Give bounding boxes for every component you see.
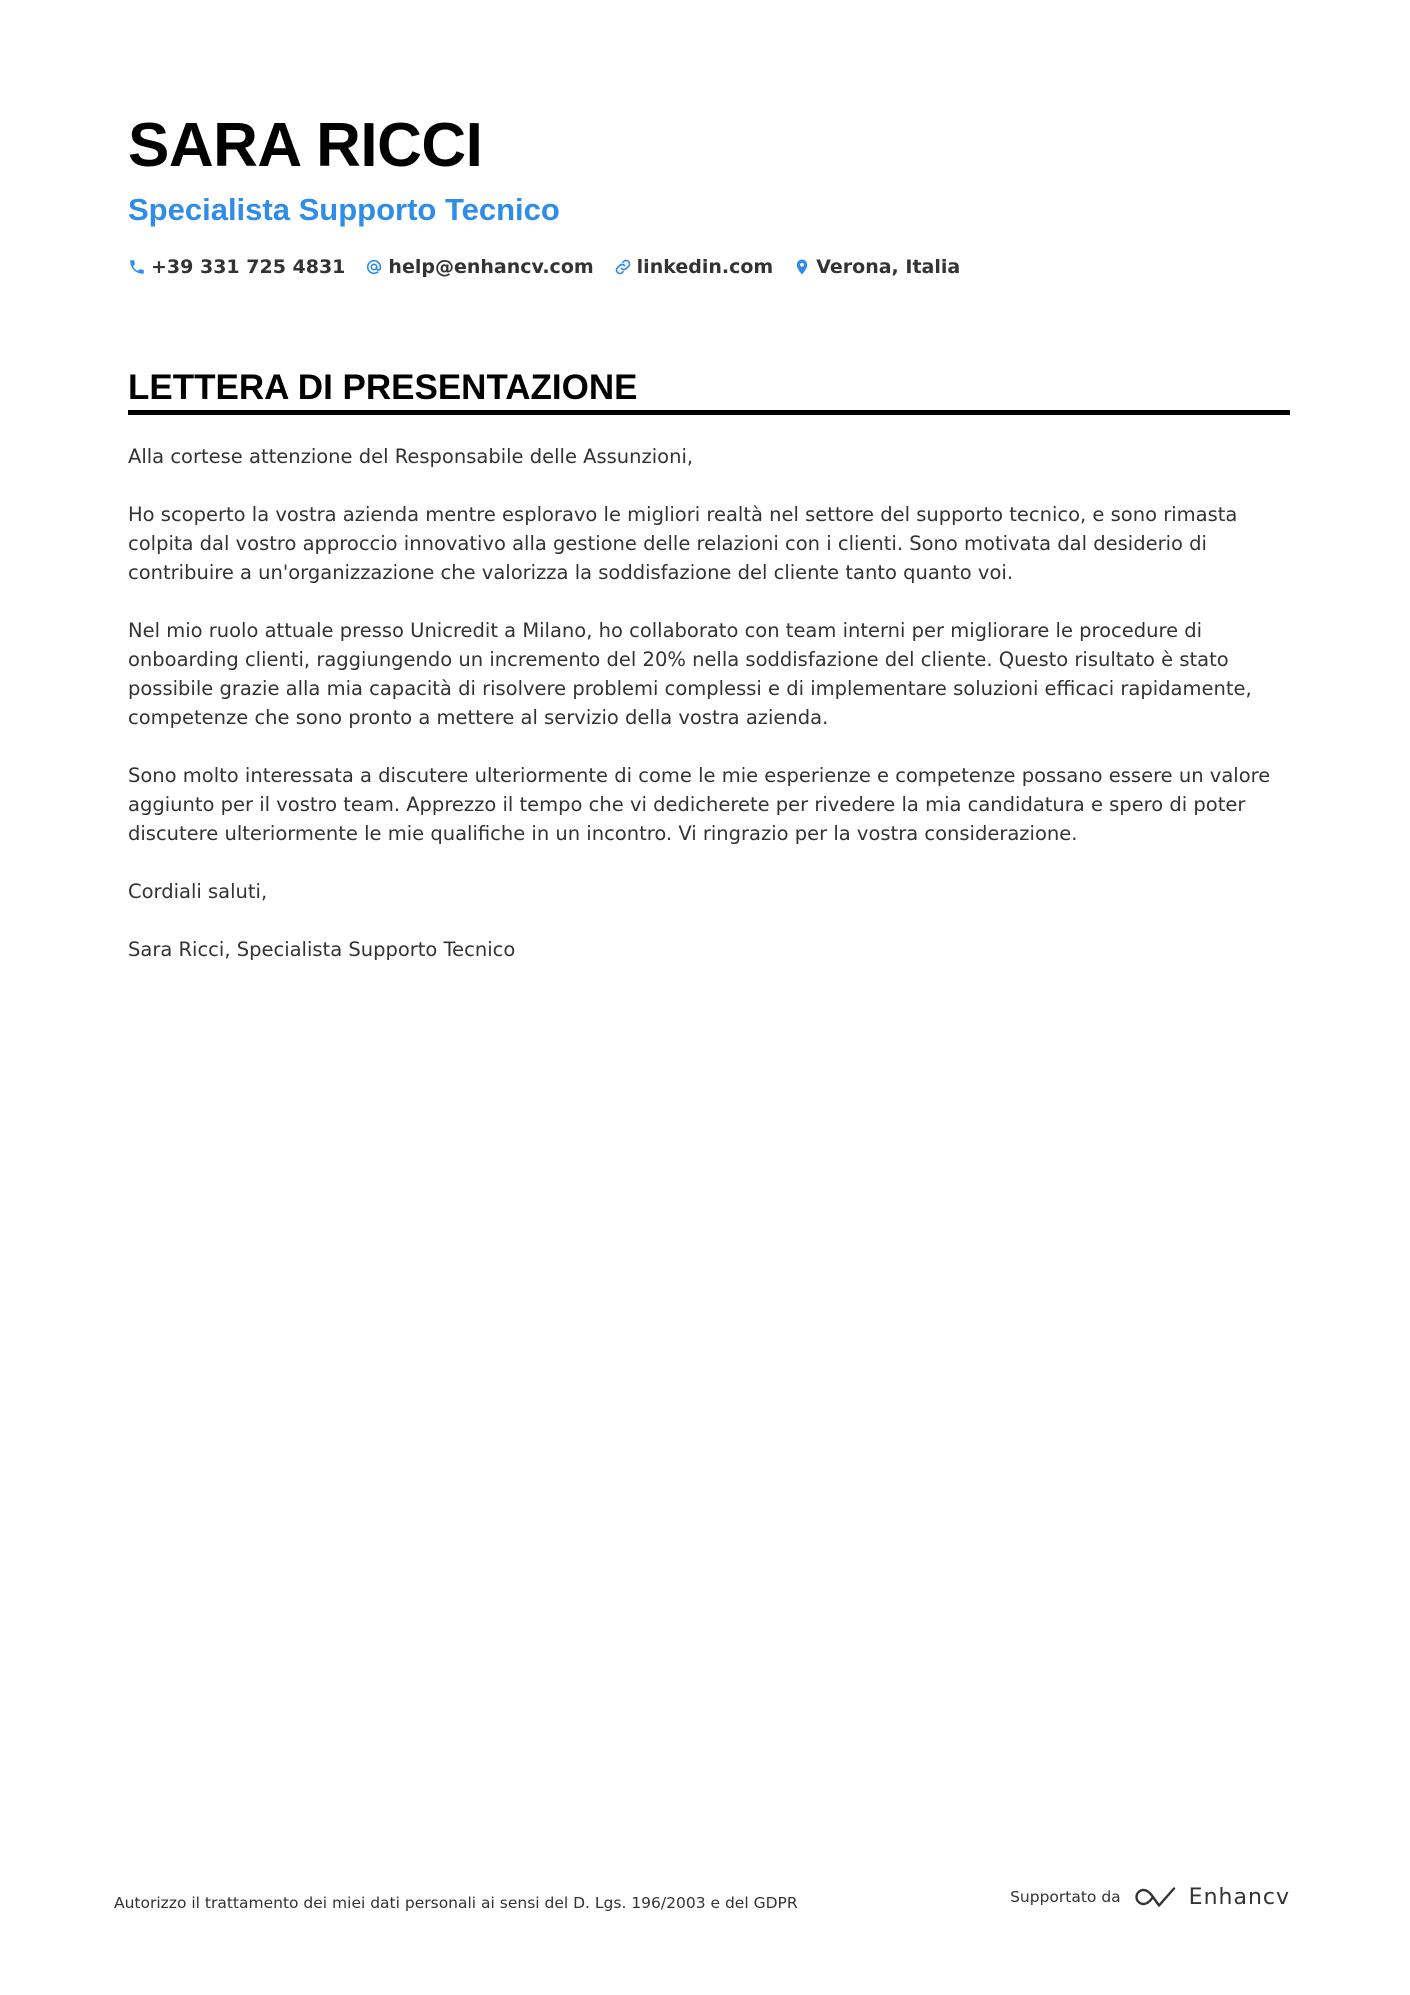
enhancv-brand: Enhancv bbox=[1188, 1884, 1290, 1910]
section-divider bbox=[128, 410, 1290, 415]
link-icon bbox=[614, 258, 632, 276]
contact-linkedin-text: linkedin.com bbox=[636, 256, 774, 278]
contact-linkedin[interactable] bbox=[614, 256, 774, 278]
contact-location-text: Verona, Italia bbox=[816, 256, 961, 278]
powered-by[interactable] bbox=[1010, 1884, 1290, 1910]
location-pin-icon bbox=[793, 258, 811, 276]
enhancv-logo-icon bbox=[1133, 1884, 1179, 1910]
letter-closing: Cordiali saluti, bbox=[128, 880, 268, 903]
phone-icon bbox=[128, 258, 146, 276]
candidate-name: SARA RICCI bbox=[128, 111, 483, 180]
contact-email[interactable] bbox=[365, 256, 593, 278]
letter-paragraph: Ho scoperto la vostra azienda mentre esploravo le migliori realtà nel settore del supporto tecnico, e sono rimasta colpita dal vostro approccio innovativo alla gestione delle relazioni con i clienti. Sono motivata dal desiderio di contribuire a un'organizzazione che valorizza la soddisfazione del cliente tanto quanto voi. bbox=[128, 503, 1238, 584]
candidate-role: Specialista Supporto Tecnico bbox=[128, 192, 560, 227]
contact-bar bbox=[128, 252, 1288, 282]
powered-by-label: Supportato da bbox=[1010, 1888, 1121, 1906]
letter-paragraph: Sono molto interessata a discutere ulteriormente di come le mie esperienze e competenze possano essere un valore aggiunto per il vostro team. Apprezzo il tempo che vi dedicherete per rivedere la mia candidatura e spero di poter discutere ulteriormente le mie qualifiche in un incontro. Vi ringrazio per la vostra considerazione. bbox=[128, 764, 1271, 845]
letter-signature: Sara Ricci, Specialista Supporto Tecnico bbox=[128, 938, 516, 961]
contact-phone bbox=[128, 256, 345, 278]
letter-paragraph: Nel mio ruolo attuale presso Unicredit a Milano, ho collaborato con team interni per migliorare le procedure di onboarding clienti, raggiungendo un incremento del 20% nella soddisfazione del cliente. Questo risultato è stato possibile grazie alla mia capacità di risolvere problemi complessi e di implementare soluzioni efficaci rapidamente, competenze che sono pronto a mettere al servizio della vostra azienda. bbox=[128, 619, 1252, 729]
header bbox=[128, 110, 1288, 282]
privacy-consent: Autorizzo il trattamento dei miei dati personali ai sensi del D. Lgs. 196/2003 e del GDPR bbox=[114, 1894, 798, 1912]
at-icon bbox=[365, 258, 383, 276]
section-title: LETTERA DI PRESENTAZIONE bbox=[128, 368, 638, 407]
contact-phone-text: +39 331 725 4831 bbox=[151, 256, 346, 278]
contact-email-text: help@enhancv.com bbox=[388, 256, 594, 278]
letter-greeting: Alla cortese attenzione del Responsabile delle Assunzioni, bbox=[128, 445, 694, 468]
contact-location bbox=[793, 256, 960, 278]
letter-body bbox=[128, 442, 1293, 993]
